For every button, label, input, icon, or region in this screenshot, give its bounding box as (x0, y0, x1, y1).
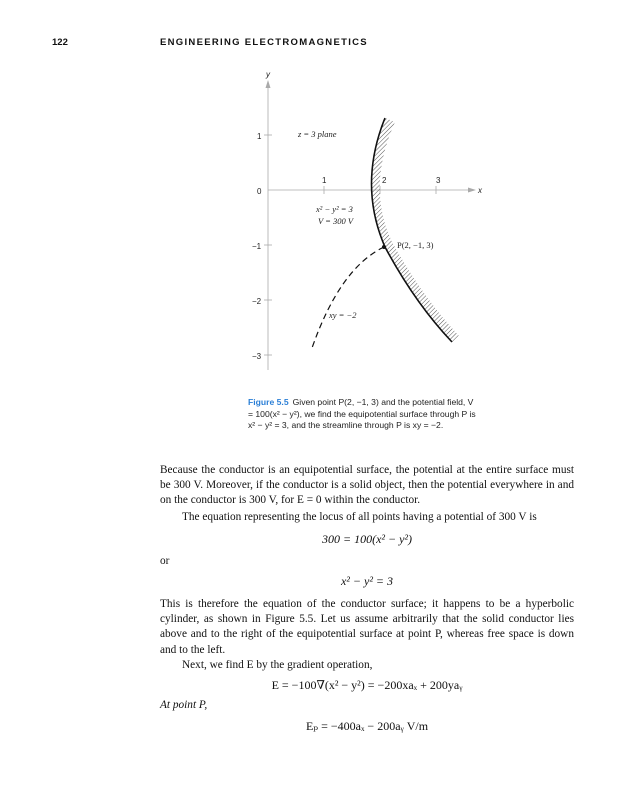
x-tick-3: 3 (436, 176, 441, 185)
y-tick-neg3: −3 (252, 352, 262, 361)
y-tick-1: 1 (257, 132, 262, 141)
x-tick-1: 1 (322, 176, 327, 185)
conductor-hatching (372, 118, 461, 342)
caption-figure-number: Figure 5.5 (248, 397, 289, 407)
x-axis-label: x (478, 186, 482, 195)
y-axis-arrow (266, 80, 271, 88)
paragraph-4: Next, we find E by the gradient operation, (182, 659, 373, 671)
potential-label: V = 300 V (318, 216, 354, 226)
streamline-curve (312, 247, 384, 348)
plane-label: z = 3 plane (298, 129, 337, 139)
y-axis-label: y (266, 70, 270, 79)
y-tick-neg1: −1 (252, 242, 262, 251)
caption-text: Given point P(2, −1, 3) and the potential field, V = 100(x² − y²), we find the equipotential surface through P is x² − y² = 3, and the streamline through P is xy = −2. (248, 397, 476, 430)
x-axis-arrow (468, 188, 476, 193)
equation-2: x² − y² = 3 (340, 574, 394, 588)
paragraph-2: The equation representing the locus of all points having a potential of 300 V is (182, 511, 537, 523)
page-number: 122 (52, 37, 68, 48)
text-or: or (160, 555, 170, 567)
paragraph-1: Because the conductor is an equipotential surface, the potential at the entire surface must be 300 V. Moreover, if the conductor is a solid object, then the potential everywhere in and on the conductor is 300 V, for E = 0 within the conductor. (160, 464, 574, 507)
point-p (382, 245, 386, 249)
running-title: ENGINEERING ELECTROMAGNETICS (160, 37, 368, 48)
point-label: P(2, −1, 3) (397, 240, 434, 250)
equation-1: 300 = 100(x² − y²) (321, 532, 413, 546)
equation-3: E = −100∇(x² − y²) = −200xaₓ + 200yaᵧ (271, 678, 463, 692)
equation-4: Eₚ = −400aₓ − 200aᵧ V/m (305, 719, 429, 733)
paragraph-3: This is therefore the equation of the conductor surface; it happens to be a hyperbolic cylinder, as shown in Figure 5.5. Let us assume arbitrarily that the solid conductor lies above and to the right of the equipotential surface at point P, whereas free space is down and to the left. (160, 598, 574, 656)
surface-equation-label: x² − y² = 3 (316, 204, 353, 214)
figure-caption (248, 397, 478, 432)
text-at-point: At point P, (160, 699, 208, 711)
y-tick-neg2: −2 (252, 297, 262, 306)
streamline-label: xy = −2 (329, 310, 357, 320)
x-tick-2: 2 (382, 176, 387, 185)
y-tick-0: 0 (257, 187, 262, 196)
